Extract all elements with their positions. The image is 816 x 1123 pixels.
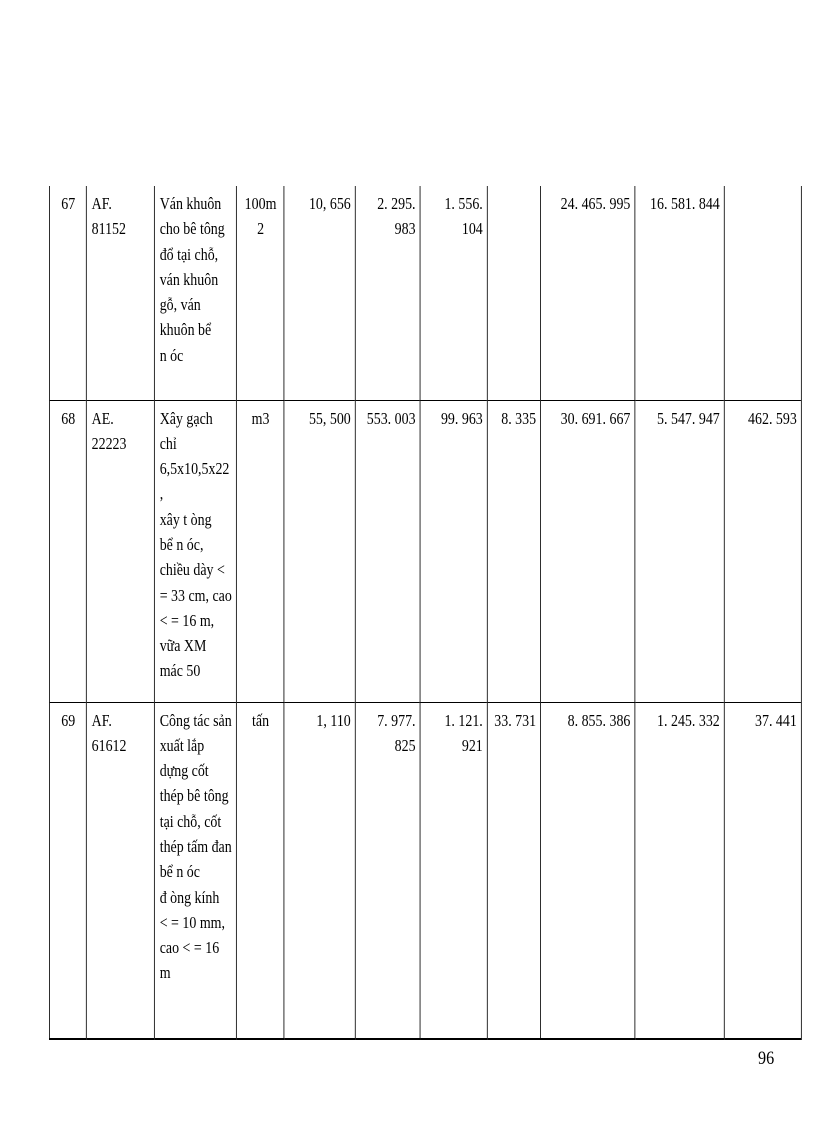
material-price-cell: 2. 295. 983 — [355, 186, 420, 400]
labor-amount-cell: 5. 547. 947 — [635, 400, 724, 702]
labor-price-cell: 99. 963 — [420, 400, 487, 702]
table-body — [49, 186, 801, 1039]
cost-estimate-table — [49, 186, 802, 1040]
work-code-cell: AF. 61612 — [86, 702, 154, 1039]
machine-price-cell: 33. 731 — [487, 702, 540, 1039]
machine-amount-cell — [724, 186, 801, 400]
work-description-cell: Xây gạch chỉ 6,5x10,5x22, xây t òng bể n óc, chiều dày < = 33 cm, cao < = 16 m, vữa XM mác 50 — [154, 400, 236, 702]
page-number: 96 — [758, 1048, 775, 1069]
work-description-cell: Ván khuôn cho bê tông đổ tại chỗ, ván khuôn gỗ, ván khuôn bể n óc — [154, 186, 236, 400]
unit-cell: m3 — [236, 400, 284, 702]
unit-cell: 100m2 — [236, 186, 284, 400]
work-code-cell: AF. 81152 — [86, 186, 154, 400]
quantity-cell: 1, 110 — [284, 702, 355, 1039]
table-row — [49, 186, 801, 400]
material-amount-cell: 30. 691. 667 — [541, 400, 635, 702]
row-number-cell: 69 — [49, 702, 86, 1039]
labor-price-cell: 1. 121. 921 — [420, 702, 487, 1039]
labor-price-cell: 1. 556. 104 — [420, 186, 487, 400]
machine-price-cell — [487, 186, 540, 400]
work-code-cell: AE. 22223 — [86, 400, 154, 702]
unit-cell: tấn — [236, 702, 284, 1039]
work-description-cell: Công tác sản xuất lắp dựng cốt thép bê tông tại chỗ, cốt thép tấm đan bể n óc đ òng kính < = 10 mm, cao < = 16 m — [154, 702, 236, 1039]
material-amount-cell: 8. 855. 386 — [541, 702, 635, 1039]
machine-amount-cell: 462. 593 — [724, 400, 801, 702]
machine-amount-cell: 37. 441 — [724, 702, 801, 1039]
material-price-cell: 7. 977. 825 — [355, 702, 420, 1039]
labor-amount-cell: 16. 581. 844 — [635, 186, 724, 400]
labor-amount-cell: 1. 245. 332 — [635, 702, 724, 1039]
row-number-cell: 68 — [49, 400, 86, 702]
machine-price-cell: 8. 335 — [487, 400, 540, 702]
table-row — [49, 400, 801, 702]
quantity-cell: 10, 656 — [284, 186, 355, 400]
material-price-cell: 553. 003 — [355, 400, 420, 702]
material-amount-cell: 24. 465. 995 — [541, 186, 635, 400]
quantity-cell: 55, 500 — [284, 400, 355, 702]
row-number-cell: 67 — [49, 186, 86, 400]
table-row — [49, 702, 801, 1039]
